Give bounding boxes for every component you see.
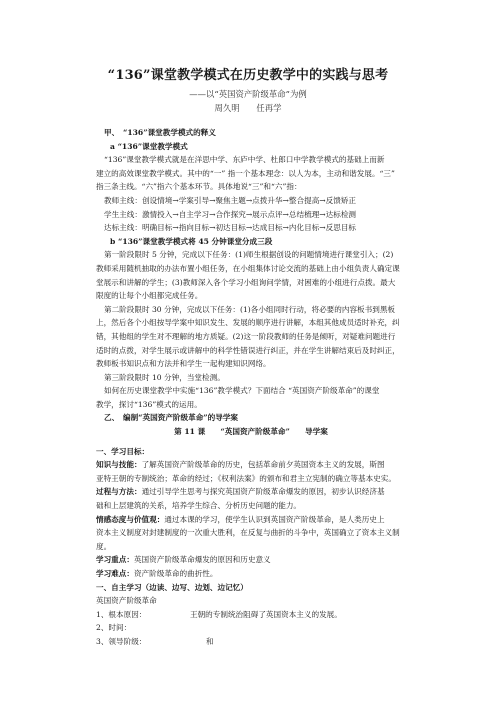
student-line: 学生主线：激情投入→自主学习→合作探究→展示点评→总结梳理→达标检测: [104, 209, 357, 219]
document-body: [96, 126, 406, 649]
section-heading-jia: 甲、 “136”课堂教学模式的释义: [104, 128, 216, 137]
paragraph-line: “136”课堂教学模式就是在洋思中学、东庐中学、杜郎口中学教学模式的基础上而新: [104, 155, 385, 165]
paragraph-line: 指三条主线。“六”指六个基本环节。具体地说“三”和“六”指：: [96, 182, 302, 192]
emotion-line: [96, 513, 406, 527]
knowledge-label: 知识与技能：: [96, 460, 142, 470]
paragraph-line: 础和上层建筑的关系，培养学生综合、分析历史问题的能力。: [96, 501, 302, 511]
paragraph-line: 建立的高效课堂教学模式。其中的“一” 指一个基本理念：以人为本，主动和谐发展。“三”: [96, 168, 395, 178]
paragraph-line: 错，其他组的学生对不理解的地方质疑。(2)这一阶段教师的任务是倾听，对疑难问题进行: [96, 331, 396, 341]
paragraph-line: 度。: [96, 541, 112, 551]
paragraph-line: 教师板书知识点和方法并和学生一起构建知识网络。: [96, 359, 271, 369]
subsection-heading-a: a “136”课堂教学模式: [110, 141, 188, 151]
learning-goals-heading: 一、学习目标：: [96, 446, 150, 456]
paragraph-line: 适时的点拨，对学生展示或讲解中的科学性错误进行纠正，并在学生讲解结束后及时纠正，: [96, 345, 400, 355]
knowledge-line: [96, 458, 406, 472]
difficulty-text: 资产阶级革命的曲折性。: [133, 569, 218, 578]
self-study-heading: 一、自主学习（边读、边写、边划、边记忆）: [96, 582, 248, 592]
lesson-title: 第 11 课 “英国资产阶级革命” 导学案: [174, 427, 328, 437]
key-point-label: 学习重点：: [96, 555, 134, 565]
paragraph-line: 堂展示和讲解的学生；(3)教师深入各个学习小组询问学情，对困难的小组进行点拨。最大: [96, 277, 396, 287]
teacher-line: 教师主线：创设情境→学案引导→聚焦主题→点拨升华→整合提高→反馈矫正: [104, 195, 357, 205]
paragraph-line: 第三阶段限时 10 分钟，当堂检测。: [104, 372, 225, 382]
knowledge-text: 了解英国资产阶级革命的历史，包括革命前夕英国资本主义的发展，斯图: [141, 460, 385, 470]
difficulty-label: 学习难点：: [96, 569, 134, 578]
paragraph-line: 第一阶段限时 5 分钟，完成以下任务：(1)师生根据创设的问题情境进行课堂引入；(2): [104, 250, 394, 260]
question-1: [96, 608, 406, 622]
paragraph-line: 第二阶段限时 30 分钟，完成以下任务：(1)各小组同时行动，将必要的内容板书到黑板: [104, 304, 396, 314]
emotion-text: 通过本课的学习，使学生认识到英国资产阶级革命，是人类历史上: [164, 514, 385, 524]
difficulty-line: [96, 567, 406, 581]
question-3: [96, 635, 406, 649]
key-point-line: [96, 553, 406, 567]
document-subtitle: ——以“英国资产阶级革命”为例: [189, 89, 307, 99]
process-line: [96, 485, 406, 499]
paragraph-line: 资本主义制度对封建制度的一次重大胜利，在反复与曲折的斗争中，英国确立了资本主义制: [96, 528, 400, 538]
question-1-label: 1、根本原因：: [96, 609, 147, 619]
section-heading-yi: 乙、 编制“英国资产阶级革命”的导学案: [104, 413, 239, 423]
target-line: 达标主线：明确目标→指向目标→初达目标→达成目标→内化目标→反思目标: [104, 223, 357, 233]
paragraph-line: 上，然后各个小组按导学案中知识发生、发展的顺序进行讲解，本组其他成员适时补充，纠: [96, 318, 400, 328]
paragraph-line: 亚特王朝的专制统治；革命的经过；《权利法案》的颁布和君主立宪制的确立等基本史实。: [96, 473, 396, 483]
document-authors: 周久明 任再学: [214, 103, 282, 113]
emotion-label: 情感态度与价值观：: [96, 514, 165, 524]
question-3-label: 3、领导阶级：: [96, 636, 147, 646]
process-text: 通过引导学生思考与探究英国资产阶级革命爆发的原因，初步认识经济基: [141, 487, 385, 497]
question-1-text: 王朝的专制统治阻碍了英国资本主义的发展。: [190, 609, 342, 619]
document-title: “136”课堂教学模式在历史教学中的实践与思考: [107, 68, 389, 83]
subsection-heading-b: b “136”课堂教学模式将 45 分钟课堂分成三段: [110, 236, 273, 246]
paragraph-line: 如何在历史课堂教学中实施“136”教学模式？下面结合 “英国资产阶级革命”的课堂: [104, 386, 380, 396]
process-label: 过程与方法：: [96, 487, 142, 497]
question-3-text: 和: [206, 636, 214, 646]
paragraph-line: 教学，探讨“136”模式的运用。: [96, 399, 202, 409]
self-study-subheading: 英国资产阶级革命: [96, 596, 157, 606]
question-2: 2、时间：: [96, 623, 132, 633]
paragraph-line: 教师采用随机抽取的办法布置小组任务，在小组集体讨论交流的基础上由小组负责人确定课: [96, 263, 400, 273]
key-point-text: 英国资产阶级革命爆发的原因和历史意义: [133, 555, 271, 565]
paragraph-line: 限度的让每个小组都完成任务。: [96, 291, 203, 301]
